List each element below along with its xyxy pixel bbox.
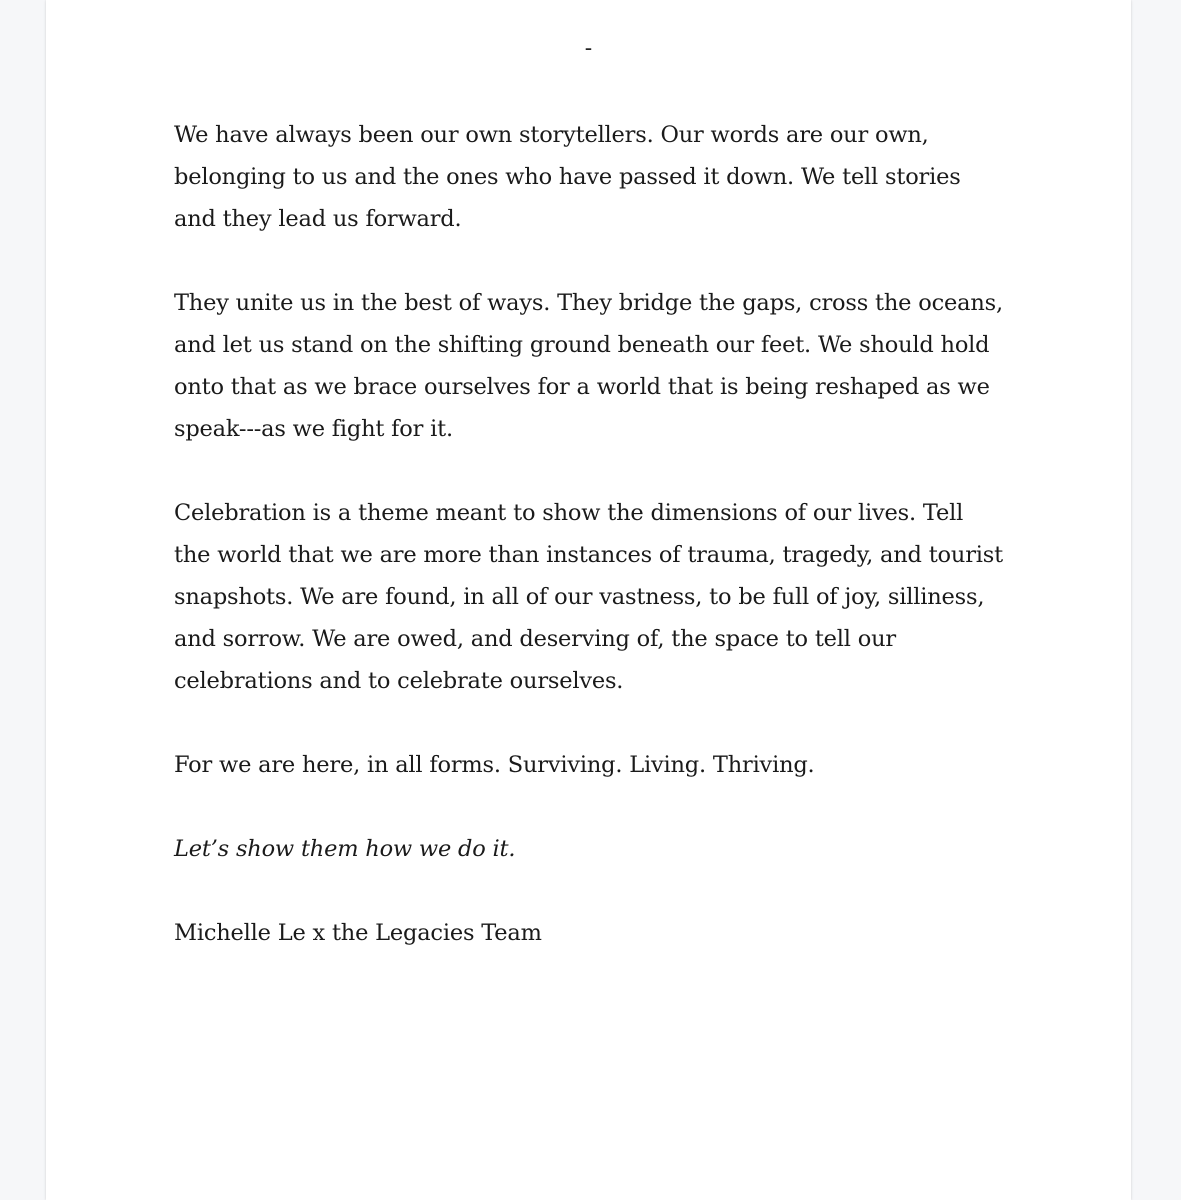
paragraph-storytellers: We have always been our own storytellers. Our words are our own, belonging to us and the ones who have passed it down. We tell stories and they lead us forward.	[174, 122, 961, 232]
document-page[interactable]	[46, 0, 1131, 1200]
page-header-mark: -	[584, 36, 593, 61]
paragraph-show-them: Let’s show them how we do it.	[174, 836, 516, 862]
paragraph-here: For we are here, in all forms. Surviving. Living. Thriving.	[174, 752, 815, 778]
paragraph-unite: They unite us in the best of ways. They bridge the gaps, cross the oceans, and let us stand on the shifting ground beneath our feet. We should hold onto that as we brace ourselves for a world that is being reshaped as we speak---as we fight for it.	[174, 290, 1003, 442]
signature-line: Michelle Le x the Legacies Team	[174, 920, 542, 946]
paragraph-celebration: Celebration is a theme meant to show the dimensions of our lives. Tell the world that we are more than instances of trauma, tragedy, and tourist snapshots. We are found, in all of our vastness, to be full of joy, silliness, and sorrow. We are owed, and deserving of, the space to tell our celebrations and to celebrate ourselves.	[174, 500, 1003, 694]
document-body[interactable]	[174, 114, 1004, 996]
